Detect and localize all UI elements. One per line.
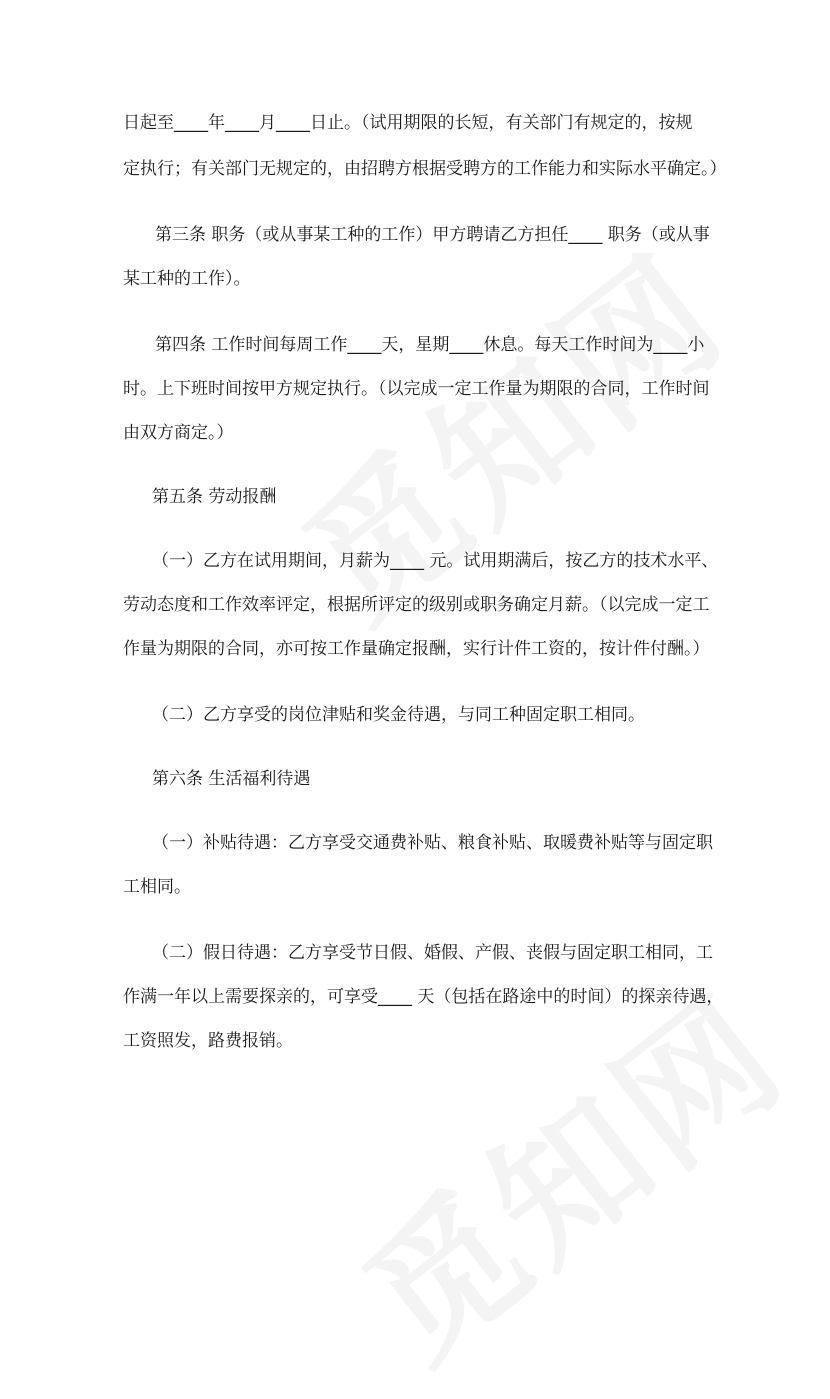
article-6-heading: 第六条 生活福利待遇: [152, 769, 311, 789]
article-5-heading: 第五条 劳动报酬: [152, 487, 277, 507]
text-line: 劳动态度和工作效率评定，根据所评定的级别或职务确定月薪。（以完成一定工: [123, 595, 710, 615]
article-3-line: 第三条 职务（或从事某工种的工作）甲方聘请乙方担任____ 职务（或从事: [155, 225, 710, 245]
text-line: 某工种的工作）。: [123, 269, 251, 289]
text-line: （二）假日待遇：乙方享受节日假、婚假、产假、丧假与固定职工相同，工: [152, 943, 713, 963]
text-line: 时。上下班时间按甲方规定执行。（以完成一定工作量为期限的合同，工作时间: [123, 379, 710, 399]
text-line: 作满一年以上需要探亲的，可享受____ 天（包括在路途中的时间）的探亲待遇，: [123, 987, 724, 1007]
article-4-line: 第四条 工作时间每周工作____天，星期____休息。每天工作时间为____小: [155, 335, 705, 355]
text-line: （一）补贴待遇：乙方享受交通费补贴、粮食补贴、取暖费补贴等与固定职: [152, 833, 713, 853]
text-line: 由双方商定。）: [123, 423, 234, 443]
text-line: 工资照发，路费报销。: [123, 1031, 293, 1051]
text-line: （二）乙方享受的岗位津贴和奖金待遇，与同工种固定职工相同。: [152, 705, 645, 725]
text-line: 定执行；有关部门无规定的，由招聘方根据受聘方的工作能力和实际水平确定。）: [123, 159, 727, 179]
text-line: 工相同。: [123, 877, 191, 897]
text-line: 日起至____年____月____日止。（试用期限的长短，有关部门有规定的，按规: [123, 113, 693, 133]
text-line: （一）乙方在试用期间，月薪为____ 元。试用期满后，按乙方的技术水平、: [152, 551, 719, 571]
text-line: 作量为期限的合同，亦可按工作量确定报酬，实行计件工资的，按计件付酬。）: [123, 639, 710, 659]
